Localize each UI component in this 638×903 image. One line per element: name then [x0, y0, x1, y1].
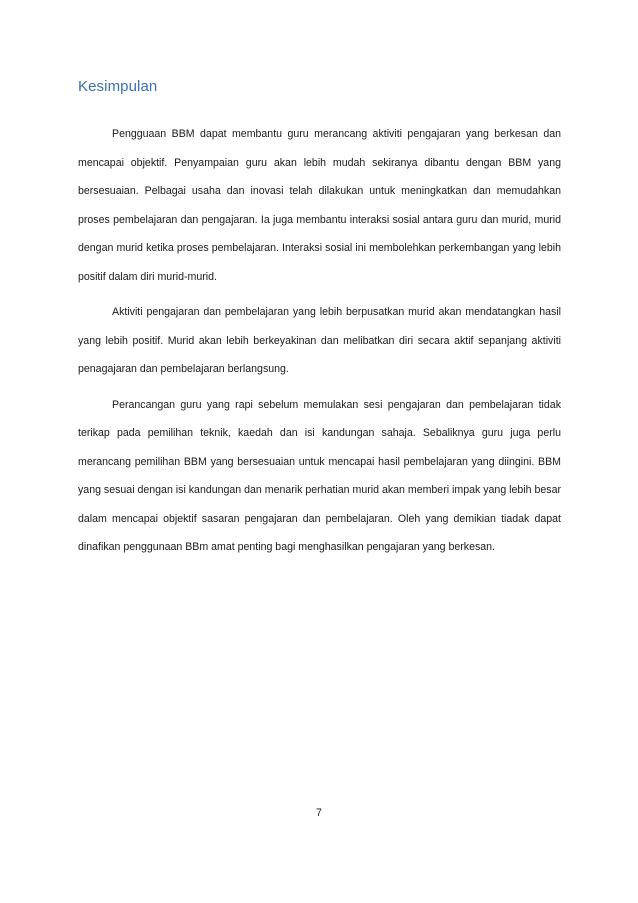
body-text: [78, 120, 561, 562]
paragraph-2: Aktiviti pengajaran dan pembelajaran yang lebih berpusatkan murid akan mendatangkan hasil yang lebih positif. Murid akan lebih berkeyakinan dan melibatkan diri secara aktif sepanjang aktiviti penagajaran dan pembelajaran berlangsung.: [78, 306, 561, 375]
paragraph-3: Perancangan guru yang rapi sebelum memulakan sesi pengajaran dan pembelajaran tidak terikap pada pemilihan teknik, kaedah dan isi kandungan sahaja. Sebaliknya guru juga perlu merancang pemilihan BBM yang bersesuaian untuk mencapai hasil pembelajaran yang diingini. BBM yang sesuai dengan isi kandungan dan menarik perhatian murid akan memberi impak yang lebih besar dalam mencapai objektif sasaran pengajaran dan pembelajaran. Oleh yang demikian tiadak dapat dinafikan penggunaan BBm amat penting bagi menghasilkan pengajaran yang berkesan.: [78, 398, 561, 553]
page-number: 7: [316, 807, 322, 819]
section-heading: Kesimpulan: [78, 78, 158, 95]
paragraph-1: Pengguaan BBM dapat membantu guru merancang aktiviti pengajaran yang berkesan dan mencapai objektif. Penyampaian guru akan lebih mudah sekiranya dibantu dengan BBM yang bersesuaian. Pelbagai usaha dan inovasi telah dilakukan untuk meningkatkan dan memudahkan proses pembelajaran dan pengajaran. Ia juga membantu interaksi sosial antara guru dan murid, murid dengan murid ketika proses pembelajaran. Interaksi sosial ini membolehkan perkembangan yang lebih positif dalam diri murid-murid.: [78, 128, 561, 283]
